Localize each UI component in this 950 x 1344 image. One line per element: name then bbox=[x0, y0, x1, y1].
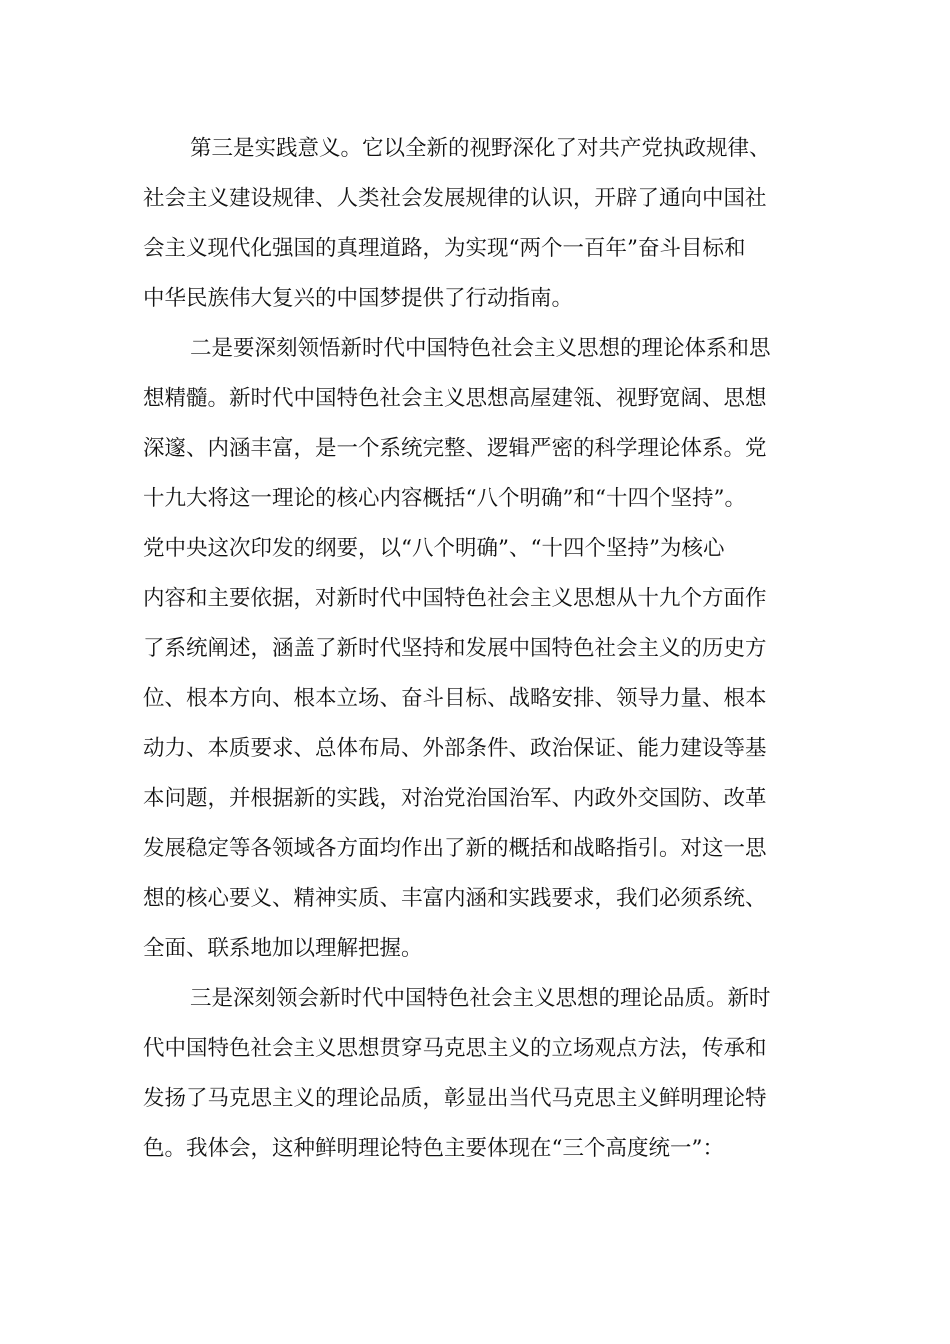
text-line: 本问题，并根据新的实践，对治党治国治军、内政外交国防、改革 bbox=[143, 786, 767, 811]
text-line: 发扬了马克思主义的理论品质，彰显出当代马克思主义鲜明理论特 bbox=[143, 1086, 767, 1111]
text-line: 党中央这次印发的纲要，以“八个明确”、“十四个坚持”为核心 bbox=[143, 536, 725, 561]
text-line: 内容和主要依据，对新时代中国特色社会主义思想从十九个方面作 bbox=[143, 586, 767, 611]
text-line: 深邃、内涵丰富，是一个系统完整、逻辑严密的科学理论体系。党 bbox=[143, 436, 767, 461]
text-line: 色。我体会，这种鲜明理论特色主要体现在“三个高度统一”： bbox=[143, 1136, 724, 1161]
text-line: 社会主义建设规律、人类社会发展规律的认识，开辟了通向中国社 bbox=[143, 186, 767, 211]
text-line: 十九大将这一理论的核心内容概括“八个明确”和“十四个坚持”。 bbox=[143, 486, 746, 511]
text-line: 位、根本方向、根本立场、奋斗目标、战略安排、领导力量、根本 bbox=[143, 686, 767, 711]
text-line: 二是要深刻领悟新时代中国特色社会主义思想的理论体系和思 bbox=[190, 336, 771, 361]
text-line: 第三是实践意义。它以全新的视野深化了对共产党执政规律、 bbox=[190, 136, 771, 161]
text-line: 想的核心要义、精神实质、丰富内涵和实践要求，我们必须系统、 bbox=[143, 886, 767, 911]
text-line: 发展稳定等各领域各方面均作出了新的概括和战略指引。对这一思 bbox=[143, 836, 767, 861]
text-line: 中华民族伟大复兴的中国梦提供了行动指南。 bbox=[143, 286, 574, 311]
text-line: 会主义现代化强国的真理道路，为实现“两个一百年”奋斗目标和 bbox=[143, 236, 746, 261]
text-line: 了系统阐述，涵盖了新时代坚持和发展中国特色社会主义的历史方 bbox=[143, 636, 767, 661]
text-line: 想精髓。新时代中国特色社会主义思想高屋建瓴、视野宽阔、思想 bbox=[143, 386, 767, 411]
text-line: 代中国特色社会主义思想贯穿马克思主义的立场观点方法，传承和 bbox=[143, 1036, 767, 1061]
text-line: 动力、本质要求、总体布局、外部条件、政治保证、能力建设等基 bbox=[143, 736, 767, 761]
text-line: 三是深刻领会新时代中国特色社会主义思想的理论品质。新时 bbox=[190, 986, 771, 1011]
text-line: 全面、联系地加以理解把握。 bbox=[143, 936, 423, 961]
